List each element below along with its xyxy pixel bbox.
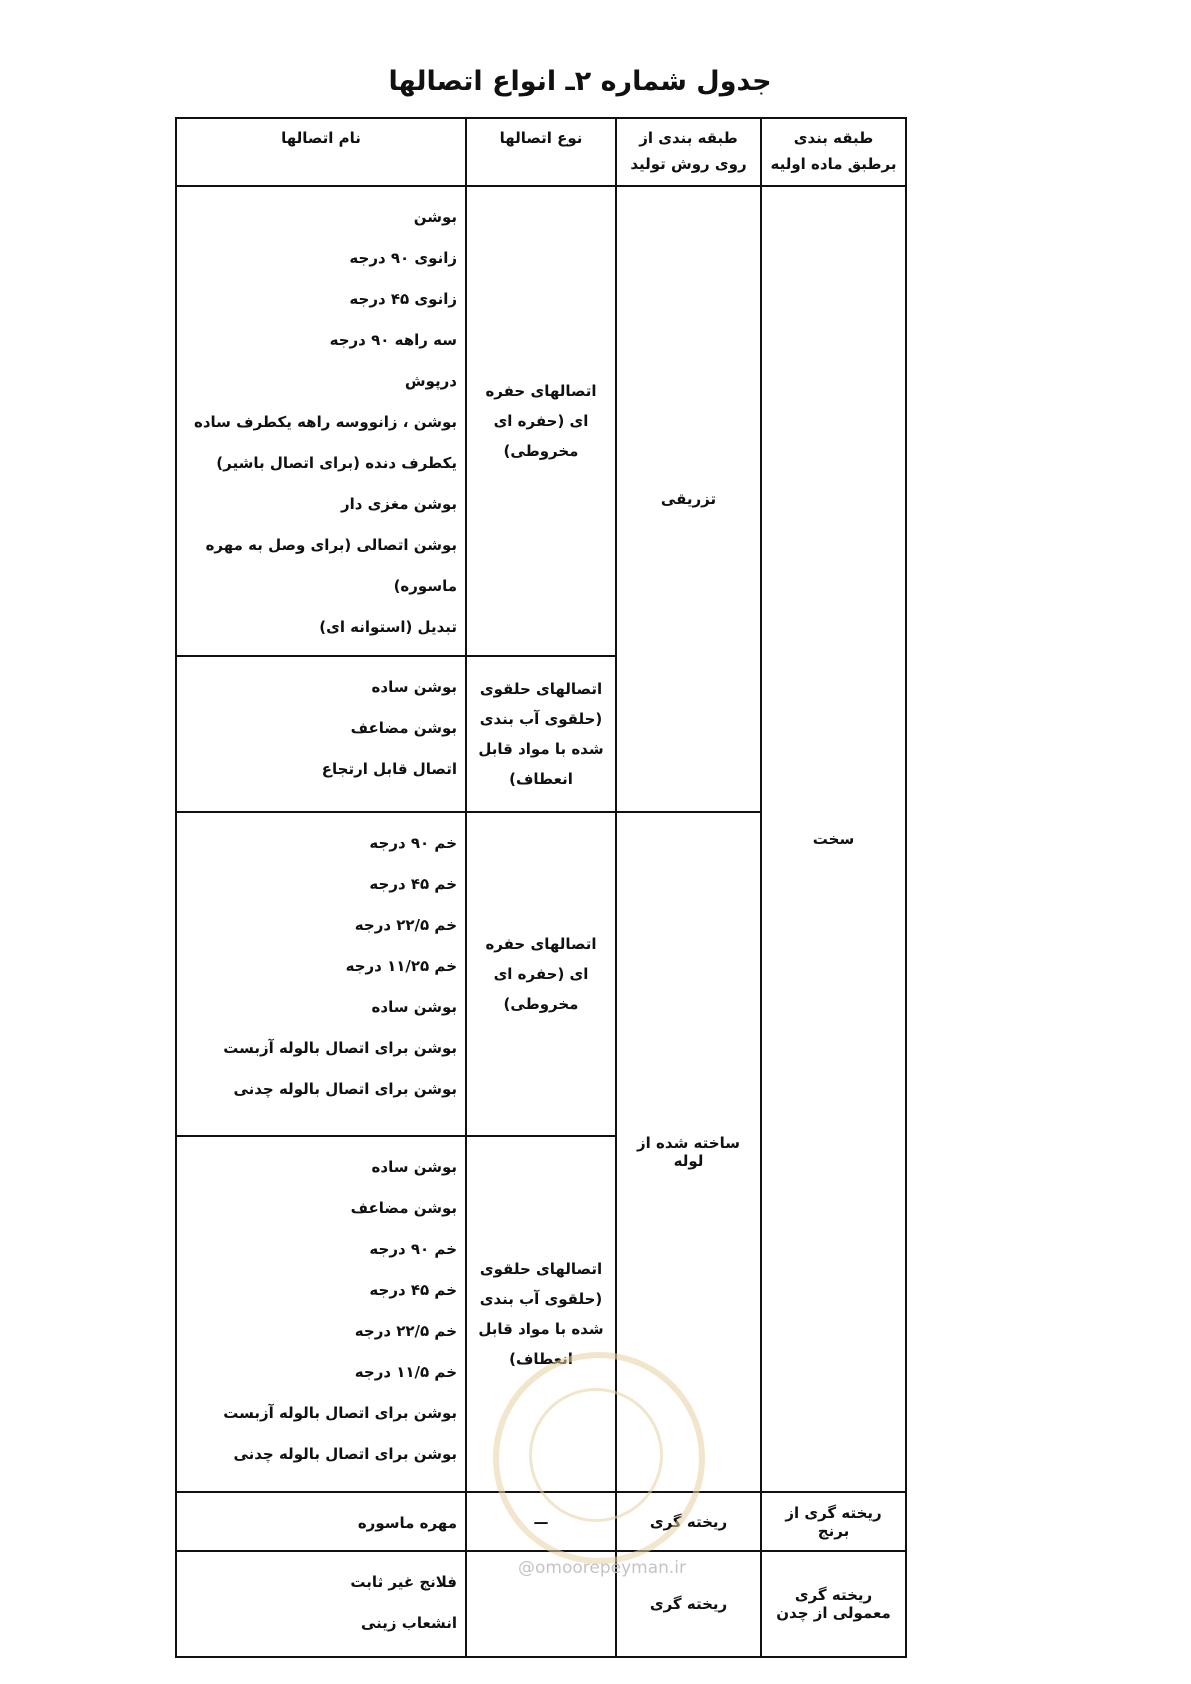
method-cast: ریخته گری	[616, 1492, 761, 1551]
fittings-list	[185, 1143, 457, 1475]
fitting-name: خم ۲۲/۵ درجه	[354, 916, 457, 934]
fitting-name: زانوی ۹۰ درجه	[349, 249, 457, 267]
fitting-name: ماسوره)	[393, 577, 457, 595]
fitting-name: بوشن برای اتصال بالوله چدنی	[233, 1445, 457, 1463]
fitting-name: مهره ماسوره	[357, 1514, 457, 1532]
header-material: طبقه بندی برطبق ماده اولیه	[761, 118, 906, 186]
table-row	[176, 1551, 906, 1657]
table-title: جدول شماره ۲ـ انواع اتصالها	[388, 66, 772, 97]
fitting-name: خم ۹۰ درجه	[369, 834, 457, 852]
fitting-name: بوشن ساده	[371, 678, 457, 696]
fitting-name: بوشن	[413, 208, 457, 226]
fitting-name: بوشن ساده	[371, 998, 457, 1016]
fittings-list	[185, 1558, 457, 1644]
fitting-name: بوشن برای اتصال بالوله آزبست	[223, 1039, 457, 1057]
fittings-list	[185, 193, 457, 648]
header-row	[176, 118, 906, 186]
fitting-name: خم ۴۵ درجه	[369, 1281, 457, 1299]
fitting-name: بوشن اتصالی (برای وصل به مهره	[205, 536, 457, 554]
fitting-name: بوشن برای اتصال بالوله چدنی	[233, 1080, 457, 1098]
type-cell: اتصالهای حفره ای (حفره ای مخروطی)	[485, 382, 597, 460]
fitting-name: بوشن مغزی دار	[340, 495, 457, 513]
fittings-table	[175, 117, 907, 1658]
fittings-list	[185, 1499, 457, 1544]
type-cell: اتصالهای حلقوی (حلقوی آب بندی شده با مواد قابل انعطاف)	[478, 1260, 604, 1368]
type-cell: اتصالهای حفره ای (حفره ای مخروطی)	[485, 935, 597, 1013]
table-row	[176, 186, 906, 656]
fittings-list	[185, 663, 457, 790]
header-type: نوع اتصالها	[466, 118, 616, 186]
fitting-name: زانوی ۴۵ درجه	[349, 290, 457, 308]
type-cell: —	[466, 1492, 616, 1551]
watermark-site: @omoorepeyman.ir	[518, 1558, 687, 1578]
fittings-list	[185, 819, 457, 1110]
fitting-name: خم ۴۵ درجه	[369, 875, 457, 893]
fitting-name: بوشن برای اتصال بالوله آزبست	[223, 1404, 457, 1422]
fitting-name: خم ۱۱/۲۵ درجه	[345, 957, 457, 975]
type-cell: اتصالهای حلقوی (حلقوی آب بندی شده با مواد قابل انعطاف)	[478, 680, 604, 788]
fitting-name: یکطرف دنده (برای اتصال باشیر)	[216, 454, 457, 472]
fitting-name: درپوش	[404, 372, 457, 390]
fitting-name: خم ۹۰ درجه	[369, 1240, 457, 1258]
fitting-name: بوشن ، زانووسه راهه یکطرف ساده	[193, 413, 457, 431]
method-injection: تزریقی	[616, 186, 761, 812]
fitting-name: بوشن مضاعف	[350, 1199, 457, 1217]
header-names: نام اتصالها	[176, 118, 466, 186]
fitting-name: بوشن مضاعف	[350, 719, 457, 737]
fitting-name: سه راهه ۹۰ درجه	[329, 331, 457, 349]
fitting-name: خم ۲۲/۵ درجه	[354, 1322, 457, 1340]
fitting-name: فلانج غیر ثابت	[350, 1573, 457, 1591]
material-iron: ریخته گری معمولی از چدن	[761, 1551, 906, 1657]
table-row	[176, 1492, 906, 1551]
fitting-name: اتصال قابل ارتجاع	[321, 760, 457, 778]
fitting-name: تبدیل (استوانه ای)	[319, 618, 457, 636]
material-brass: ریخته گری از برنج	[761, 1492, 906, 1551]
material-rigid: سخت	[761, 186, 906, 1492]
method-cast: ریخته گری	[616, 1551, 761, 1657]
fitting-name: بوشن ساده	[371, 1158, 457, 1176]
fitting-name: انشعاب زینی	[361, 1614, 457, 1632]
header-method: طبقه بندی از روی روش تولید	[616, 118, 761, 186]
method-from-pipe: ساخته شده از لوله	[616, 812, 761, 1492]
fitting-name: خم ۱۱/۵ درجه	[354, 1363, 457, 1381]
